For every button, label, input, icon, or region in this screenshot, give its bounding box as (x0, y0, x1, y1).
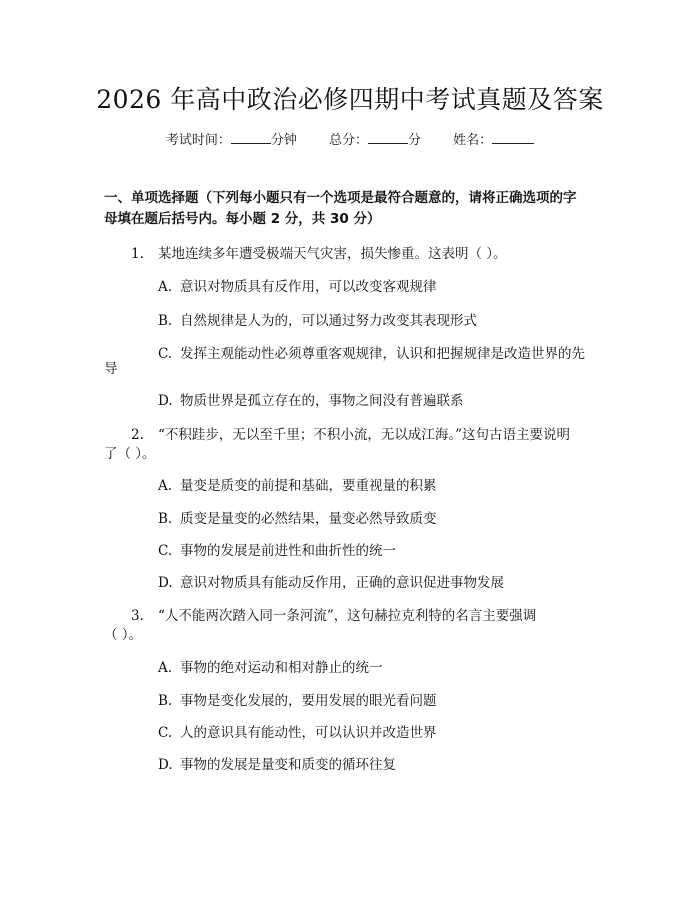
option-text: 自然规律是人为的，可以通过努力改变其表现形式 (180, 313, 477, 329)
option-letter: A. (158, 660, 173, 676)
option-letter: D. (158, 757, 173, 773)
option-letter: D. (158, 393, 173, 409)
question-3-stem-wrap: （ ）。 (104, 627, 143, 643)
total-score-label: 总分： (328, 133, 368, 148)
option-text: 物质世界是孤立存在的，事物之间没有普遍联系 (180, 393, 464, 409)
student-name-label: 姓名： (453, 133, 493, 148)
question-1-option-c-wrap: 导 (104, 361, 118, 377)
question-3-option-b (158, 690, 600, 712)
option-letter: B. (158, 511, 173, 527)
question-1-option-b (158, 310, 600, 332)
total-score-blank (368, 131, 408, 144)
option-letter: C. (158, 725, 173, 741)
question-2-stem-wrap: 了（ ）。 (104, 446, 156, 462)
exam-time-field (166, 131, 297, 151)
exam-time-blank (231, 131, 271, 144)
option-letter: B. (158, 693, 173, 709)
question-1-stem-text: 某地连续多年遭受极端天气灾害，损失惨重。这表明（ ）。 (158, 246, 507, 262)
option-text: 事物的绝对运动和相对静止的统一 (180, 660, 383, 676)
question-3-option-d (158, 754, 600, 776)
total-score-unit: 分 (408, 133, 422, 148)
question-2-option-a (158, 475, 600, 497)
option-text: 意识对物质具有能动反作用，正确的意识促进事物发展 (180, 575, 504, 591)
question-3-option-c (158, 722, 600, 744)
question-1-option-d (158, 390, 600, 412)
question-2-option-d (158, 572, 600, 594)
option-text: 质变是量变的必然结果，量变必然导致质变 (180, 511, 437, 527)
section-heading-line1: 一、单项选择题（下列每小题只有一个选项是最符合题意的，请将正确选项的字 (104, 190, 577, 206)
exam-time-label: 考试时间： (165, 133, 231, 148)
option-letter: B. (158, 313, 173, 329)
question-1-number: 1. (131, 246, 144, 262)
question-2-option-b (158, 508, 600, 530)
option-letter: A. (158, 478, 173, 494)
question-3-number: 3. (131, 608, 144, 624)
question-2-option-c (158, 540, 600, 562)
exam-time-unit: 分钟 (270, 133, 297, 148)
question-1-option-a (158, 276, 600, 298)
option-letter: C. (158, 543, 173, 559)
question-3-stem (104, 605, 600, 627)
question-1-stem (104, 243, 600, 265)
option-text: 事物是变化发展的，要用发展的眼光看问题 (180, 693, 437, 709)
option-text: 发挥主观能动性必须尊重客观规律，认识和把握规律是改造世界的先 (180, 346, 585, 362)
question-1-option-c (158, 343, 600, 365)
option-letter: A. (158, 279, 173, 295)
option-text: 量变是质变的前提和基础，要重视量的积累 (180, 478, 437, 494)
total-score-field (329, 131, 421, 151)
question-3-stem-text: “人不能两次踏入同一条河流”，这句赫拉克利特的名言主要强调 (158, 608, 537, 624)
option-letter: C. (158, 346, 173, 362)
option-letter: D. (158, 575, 173, 591)
section-heading (104, 188, 600, 230)
student-name-blank (492, 131, 534, 144)
option-text: 意识对物质具有反作用，可以改变客观规律 (180, 279, 437, 295)
question-2-stem-text: “不积跬步，无以至千里；不积小流，无以成江海。”这句古语主要说明 (158, 427, 571, 443)
question-3-option-a (158, 657, 600, 679)
exam-info-row (0, 131, 700, 151)
student-name-field (453, 131, 534, 151)
section-heading-line2: 母填在题后括号内。每小题 2 分，共 30 分） (104, 211, 381, 227)
option-text: 人的意识具有能动性，可以认识并改造世界 (180, 725, 437, 741)
option-text: 事物的发展是前进性和曲折性的统一 (180, 543, 396, 559)
option-text: 事物的发展是量变和质变的循环往复 (180, 757, 396, 773)
question-2-stem (104, 424, 600, 446)
page-title: 2026 年高中政治必修四期中考试真题及答案 (96, 85, 604, 114)
question-2-number: 2. (131, 427, 144, 443)
